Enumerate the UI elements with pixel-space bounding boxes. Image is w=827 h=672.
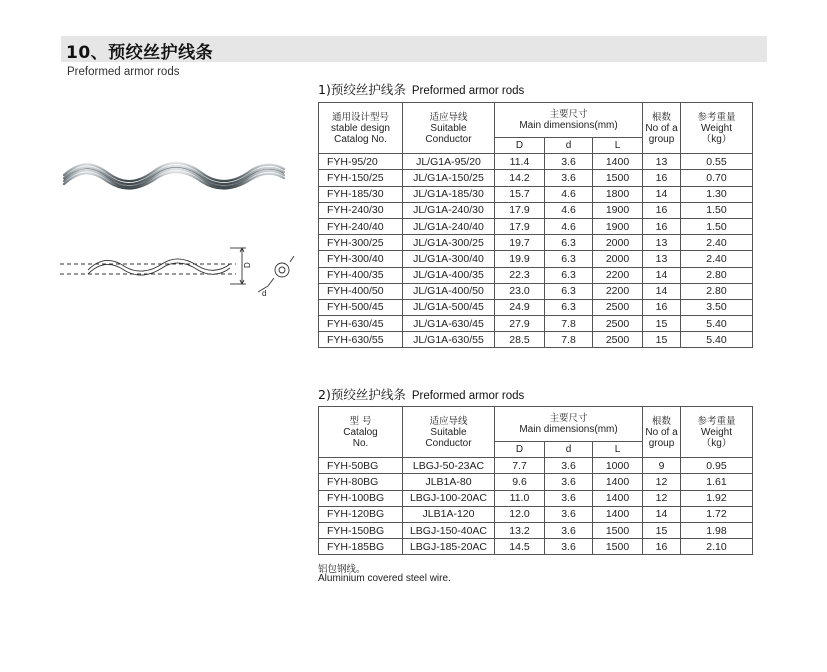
L-cell: 1900	[593, 218, 643, 234]
weight-cell: 1.30	[681, 186, 753, 202]
count-cell: 9	[643, 458, 681, 474]
d-cell: 3.6	[545, 474, 593, 490]
count-cell: 15	[643, 522, 681, 538]
weight-cell: 3.50	[681, 299, 753, 315]
L-cell: 2000	[593, 235, 643, 251]
conductor-cell: JL/G1A-95/20	[403, 154, 495, 170]
catalog-cell: FYH-50BG	[319, 458, 403, 474]
armor-rod-diagram	[58, 240, 298, 302]
table2-heading	[318, 385, 524, 403]
conductor-cell: JLB1A-120	[403, 506, 495, 522]
d-cell: 6.3	[545, 267, 593, 283]
d-cell: 3.6	[545, 458, 593, 474]
table-row	[319, 522, 753, 538]
label-D: D	[243, 262, 252, 268]
count-cell: 16	[643, 170, 681, 186]
weight-cell: 2.40	[681, 251, 753, 267]
d-cell: 4.6	[545, 186, 593, 202]
d-cell: 3.6	[545, 506, 593, 522]
col-header-d: d	[545, 138, 593, 154]
catalog-cell: FYH-150/25	[319, 170, 403, 186]
D-cell: 11.4	[495, 154, 545, 170]
count-cell: 12	[643, 474, 681, 490]
weight-cell: 5.40	[681, 316, 753, 332]
table-row	[319, 235, 753, 251]
col-header-D: D	[495, 138, 545, 154]
table-row	[319, 458, 753, 474]
conductor-cell: JL/G1A-240/40	[403, 218, 495, 234]
d-cell: 3.6	[545, 539, 593, 555]
L-cell: 1500	[593, 539, 643, 555]
table-row	[319, 283, 753, 299]
weight-cell: 0.55	[681, 154, 753, 170]
L-cell: 1900	[593, 202, 643, 218]
weight-cell: 2.10	[681, 539, 753, 555]
L-cell: 1800	[593, 186, 643, 202]
footnote-cn: 铝包钢线。	[318, 564, 366, 575]
conductor-cell: JL/G1A-400/50	[403, 283, 495, 299]
col-header-L: L	[593, 442, 643, 458]
catalog-cell: FYH-240/40	[319, 218, 403, 234]
table-row	[319, 154, 753, 170]
col-header-catalog: 型 号 Catalog No.	[319, 407, 403, 458]
D-cell: 23.0	[495, 283, 545, 299]
d-cell: 4.6	[545, 202, 593, 218]
weight-cell: 1.92	[681, 490, 753, 506]
col-header-weight: 参考重量 Weight （kg）	[681, 407, 753, 458]
D-cell: 7.7	[495, 458, 545, 474]
label-d: d	[262, 289, 267, 298]
table-row	[319, 218, 753, 234]
conductor-cell: JLB1A-80	[403, 474, 495, 490]
conductor-cell: LBGJ-150-40AC	[403, 522, 495, 538]
count-cell: 14	[643, 186, 681, 202]
d-cell: 3.6	[545, 170, 593, 186]
catalog-cell: FYH-240/30	[319, 202, 403, 218]
footnote-en: Aluminium covered steel wire.	[318, 573, 451, 584]
D-cell: 19.7	[495, 235, 545, 251]
catalog-cell: FYH-80BG	[319, 474, 403, 490]
count-cell: 16	[643, 202, 681, 218]
table1-heading-en: Preformed armor rods	[411, 85, 525, 97]
D-cell: 17.9	[495, 202, 545, 218]
L-cell: 1400	[593, 154, 643, 170]
L-cell: 2200	[593, 283, 643, 299]
conductor-cell: JL/G1A-630/55	[403, 332, 495, 348]
D-cell: 11.0	[495, 490, 545, 506]
weight-cell: 2.80	[681, 283, 753, 299]
table2-heading-en: Preformed armor rods	[411, 390, 525, 402]
D-cell: 24.9	[495, 299, 545, 315]
conductor-cell: JL/G1A-150/25	[403, 170, 495, 186]
L-cell: 2500	[593, 332, 643, 348]
d-cell: 6.3	[545, 251, 593, 267]
table-row	[319, 251, 753, 267]
d-cell: 7.8	[545, 316, 593, 332]
L-cell: 2500	[593, 316, 643, 332]
col-header-weight: 参考重量 Weight （kg）	[681, 103, 753, 154]
weight-cell: 1.72	[681, 506, 753, 522]
D-cell: 12.0	[495, 506, 545, 522]
weight-cell: 1.98	[681, 522, 753, 538]
conductor-cell: JL/G1A-300/40	[403, 251, 495, 267]
table1-heading	[318, 80, 524, 98]
conductor-cell: LBGJ-100-20AC	[403, 490, 495, 506]
D-cell: 9.6	[495, 474, 545, 490]
weight-cell: 2.40	[681, 235, 753, 251]
count-cell: 12	[643, 490, 681, 506]
col-header-dimensions: 主要尺寸 Main dimensions(mm)	[495, 407, 643, 442]
count-cell: 14	[643, 267, 681, 283]
conductor-cell: JL/G1A-185/30	[403, 186, 495, 202]
catalog-cell: FYH-300/40	[319, 251, 403, 267]
table-row	[319, 299, 753, 315]
catalog-cell: FYH-185/30	[319, 186, 403, 202]
table2-heading-cn: 2)预绞丝护线条	[318, 387, 406, 402]
count-cell: 16	[643, 218, 681, 234]
count-cell: 13	[643, 251, 681, 267]
table-row	[319, 506, 753, 522]
D-cell: 15.7	[495, 186, 545, 202]
armor-rod-photo	[60, 156, 288, 192]
d-cell: 6.3	[545, 235, 593, 251]
L-cell: 1500	[593, 522, 643, 538]
catalog-cell: FYH-150BG	[319, 522, 403, 538]
table-row	[319, 539, 753, 555]
catalog-cell: FYH-185BG	[319, 539, 403, 555]
D-cell: 14.2	[495, 170, 545, 186]
D-cell: 19.9	[495, 251, 545, 267]
catalog-cell: FYH-630/45	[319, 316, 403, 332]
catalog-cell: FYH-300/25	[319, 235, 403, 251]
d-cell: 3.6	[545, 490, 593, 506]
count-cell: 14	[643, 506, 681, 522]
catalog-cell: FYH-630/55	[319, 332, 403, 348]
L-cell: 1400	[593, 474, 643, 490]
table-row	[319, 186, 753, 202]
D-cell: 28.5	[495, 332, 545, 348]
d-cell: 4.6	[545, 218, 593, 234]
L-cell: 2200	[593, 267, 643, 283]
L-cell: 2000	[593, 251, 643, 267]
count-cell: 15	[643, 316, 681, 332]
weight-cell: 0.95	[681, 458, 753, 474]
table1-heading-cn: 1)预绞丝护线条	[318, 82, 406, 97]
conductor-cell: JL/G1A-240/30	[403, 202, 495, 218]
D-cell: 27.9	[495, 316, 545, 332]
catalog-cell: FYH-100BG	[319, 490, 403, 506]
weight-cell: 5.40	[681, 332, 753, 348]
count-cell: 16	[643, 539, 681, 555]
weight-cell: 0.70	[681, 170, 753, 186]
table-row	[319, 267, 753, 283]
d-cell: 3.6	[545, 154, 593, 170]
col-header-L: L	[593, 138, 643, 154]
col-header-conductor: 适应导线 Suitable Conductor	[403, 103, 495, 154]
d-cell: 3.6	[545, 522, 593, 538]
count-cell: 13	[643, 235, 681, 251]
weight-cell: 1.61	[681, 474, 753, 490]
catalog-cell: FYH-95/20	[319, 154, 403, 170]
page-title: 10、预绞丝护线条	[66, 43, 214, 63]
conductor-cell: JL/G1A-630/45	[403, 316, 495, 332]
weight-cell: 2.80	[681, 267, 753, 283]
col-header-dimensions: 主要尺寸 Main dimensions(mm)	[495, 103, 643, 138]
conductor-cell: JL/G1A-500/45	[403, 299, 495, 315]
catalog-cell: FYH-400/35	[319, 267, 403, 283]
table-row	[319, 202, 753, 218]
L-cell: 2500	[593, 299, 643, 315]
d-cell: 6.3	[545, 299, 593, 315]
weight-cell: 1.50	[681, 202, 753, 218]
conductor-cell: JL/G1A-400/35	[403, 267, 495, 283]
conductor-cell: JL/G1A-300/25	[403, 235, 495, 251]
d-cell: 6.3	[545, 283, 593, 299]
L-cell: 1400	[593, 490, 643, 506]
d-cell: 7.8	[545, 332, 593, 348]
catalog-cell: FYH-400/50	[319, 283, 403, 299]
count-cell: 14	[643, 283, 681, 299]
D-cell: 17.9	[495, 218, 545, 234]
count-cell: 13	[643, 154, 681, 170]
catalog-cell: FYH-120BG	[319, 506, 403, 522]
table2	[318, 406, 753, 555]
weight-cell: 1.50	[681, 218, 753, 234]
conductor-cell: LBGJ-50-23AC	[403, 458, 495, 474]
col-header-D: D	[495, 442, 545, 458]
col-header-count: 根数 No of a group	[643, 103, 681, 154]
catalog-cell: FYH-500/45	[319, 299, 403, 315]
D-cell: 14.5	[495, 539, 545, 555]
table-row	[319, 490, 753, 506]
page-subtitle: Preformed armor rods	[67, 66, 180, 78]
L-cell: 1000	[593, 458, 643, 474]
table1	[318, 102, 753, 348]
col-header-catalog: 通用设计型号 stable design Catalog No.	[319, 103, 403, 154]
conductor-cell: LBGJ-185-20AC	[403, 539, 495, 555]
D-cell: 13.2	[495, 522, 545, 538]
col-header-count: 根数 No of a group	[643, 407, 681, 458]
count-cell: 15	[643, 332, 681, 348]
col-header-conductor: 适应导线 Suitable Conductor	[403, 407, 495, 458]
count-cell: 16	[643, 299, 681, 315]
col-header-d: d	[545, 442, 593, 458]
L-cell: 1500	[593, 170, 643, 186]
table-row	[319, 332, 753, 348]
table-row	[319, 316, 753, 332]
table-row	[319, 474, 753, 490]
D-cell: 22.3	[495, 267, 545, 283]
L-cell: 1400	[593, 506, 643, 522]
table-row	[319, 170, 753, 186]
